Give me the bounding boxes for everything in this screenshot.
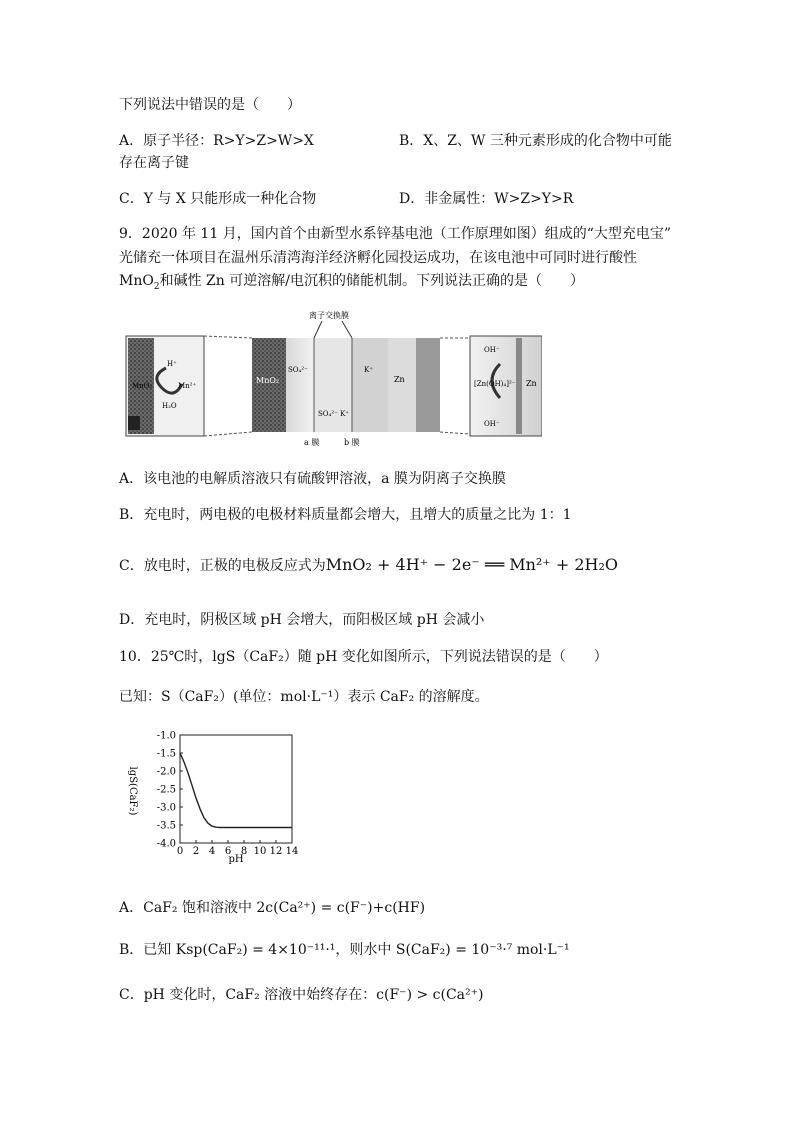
so4k-label: SO₄²⁻ K⁺ — [318, 410, 349, 418]
q9-line-3: MnO$_2$和碱性 Zn 可逆溶解/电沉积的储能机制。下列说法正确的是（ ） — [119, 273, 584, 292]
q10-option-c: C．pH 变化时，CaF₂ 溶液中始终存在：c(F⁻) > c(Ca²⁺) — [119, 987, 484, 1003]
x-tick-label: 10 — [253, 846, 267, 857]
q9-option-d: D．充电时，阴极区域 pH 会增大，而阳极区域 pH 会减小 — [119, 612, 485, 628]
y-tick-label: -3.5 — [156, 820, 176, 832]
y-tick-label: -2.5 — [156, 784, 176, 796]
k-label: K⁺ — [364, 366, 373, 374]
x-tick-label: 4 — [208, 846, 216, 857]
y-tick-label: -1.5 — [156, 748, 176, 760]
q10-stem: 10．25℃时，lgS（CaF₂）随 pH 变化如图所示，下列说法错误的是（ ） — [119, 649, 608, 665]
q8-option-c: C．Y 与 X 只能形成一种化合物 — [119, 191, 317, 207]
battery-diagram — [122, 308, 542, 450]
zn-label: Zn — [394, 375, 405, 384]
q10-option-b: B．已知 Ksp(CaF₂) = 4×10⁻¹¹·¹，则水中 S(CaF₂) = 10⁻³·⁷ mol·L⁻¹ — [119, 942, 570, 958]
x-tick-label: 12 — [269, 846, 283, 857]
a-membrane-label: a 膜 — [304, 438, 320, 447]
left-mno2: MnO₂ — [132, 382, 153, 390]
right-oh1: OH⁻ — [484, 346, 500, 354]
membrane-title: 离子交换膜 — [309, 311, 349, 320]
x-tick-label: 0 — [176, 846, 184, 857]
right-zn: Zn — [526, 379, 537, 388]
plot-frame — [180, 735, 292, 843]
b-membrane-label: b 膜 — [344, 438, 360, 447]
x-tick-label: 8 — [240, 846, 248, 857]
q9-option-c: C．放电时，正极的电极反应式为MnO₂ + 4H⁺ − 2e⁻ ══ Mn²⁺ + 2H₂O — [119, 555, 618, 574]
so4-label: SO₄²⁻ — [288, 366, 308, 374]
q10-option-a: A．CaF₂ 饱和溶液中 2c(Ca²⁺) = c(F⁻)+c(HF) — [119, 900, 426, 916]
y-tick-label: -1.0 — [156, 730, 176, 742]
right-znoh: [Zn(OH)₄]²⁻ — [474, 380, 516, 388]
solubility-chart — [122, 727, 300, 865]
left-h: H⁺ — [167, 360, 177, 368]
mno2-label: MnO₂ — [256, 376, 280, 385]
left-h2o: H₂O — [162, 402, 177, 410]
q8-stem: 下列说法中错误的是（ ） — [119, 97, 301, 113]
x-tick-label: 2 — [192, 846, 200, 857]
y-axis-label: lgS(CaF₂) — [127, 766, 138, 816]
x-tick-label: 6 — [224, 846, 232, 857]
mno2-electrode — [252, 338, 286, 432]
q9-option-b: B．充电时，两电极的电极材料质量都会增大，且增大的质量之比为 1：1 — [119, 507, 572, 523]
zn-electrode — [416, 338, 440, 432]
q9-line-1: 9．2020 年 11 月，国内首个由新型水系锌基电池（工作原理如图）组成的“大型充电宝” — [119, 226, 672, 242]
q9-line-2: 光储充一体项目在温州乐清湾海洋经济孵化园投运成功，在该电池中可同时进行酸性 — [119, 250, 637, 266]
q9-option-c-equation: MnO₂ + 4H⁺ − 2e⁻ ══ Mn²⁺ + 2H₂O — [325, 555, 618, 574]
q9-option-a: A．该电池的电解质溶液只有硫酸钾溶液，a 膜为阴离子交换膜 — [119, 471, 506, 487]
y-tick-label: -3.0 — [156, 802, 176, 814]
y-tick-label: -2.0 — [156, 766, 176, 778]
x-axis-label: pH — [228, 854, 244, 865]
q8-option-d: D．非金属性：W>Z>Y>R — [399, 191, 574, 207]
q8-option-a: A．原子半径：R>Y>Z>W>X — [119, 133, 314, 149]
q8-option-b: B．X、Z、W 三种元素形成的化合物中可能 — [399, 133, 672, 149]
left-mn: Mn²⁺ — [178, 382, 197, 390]
q8-option-b-cont: 存在离子键 — [119, 155, 189, 171]
right-oh2: OH⁻ — [484, 420, 500, 428]
q10-known: 已知：S（CaF₂）(单位：mol·L⁻¹）表示 CaF₂ 的溶解度。 — [119, 689, 489, 705]
x-tick-label: 14 — [285, 846, 299, 857]
y-tick-label: -4.0 — [156, 838, 176, 850]
